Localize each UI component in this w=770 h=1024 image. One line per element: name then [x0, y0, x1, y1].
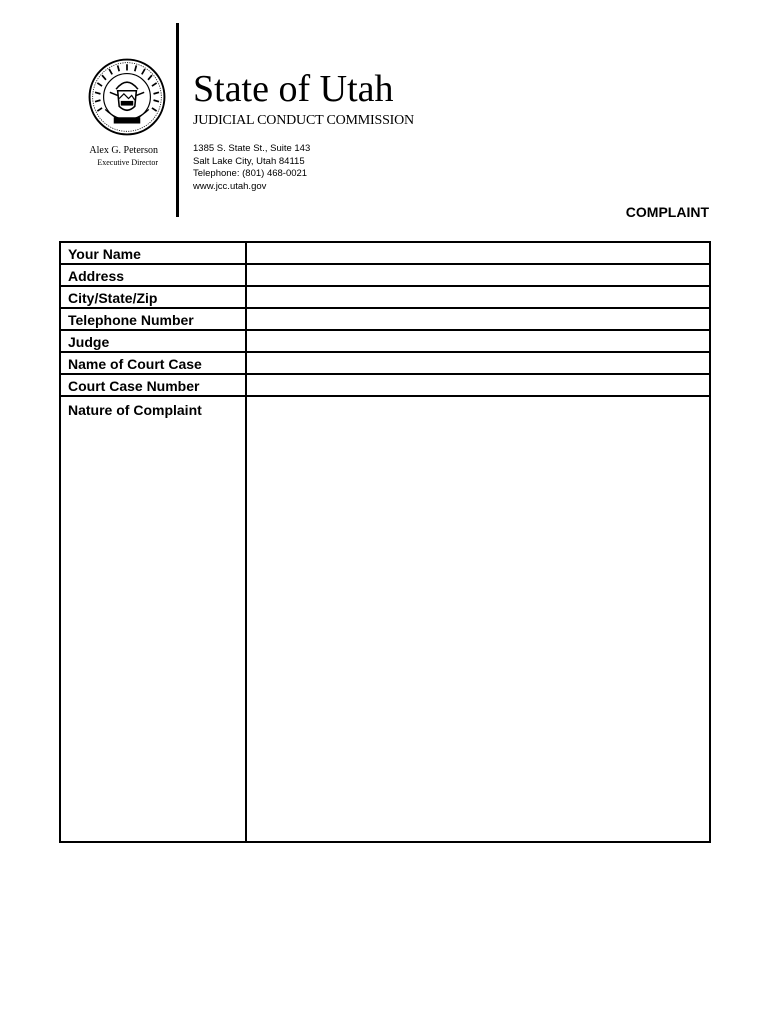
your-name-field[interactable]	[246, 242, 710, 264]
field-label: Name of Court Case	[60, 352, 246, 374]
form-row-telephone-number	[60, 308, 710, 330]
form-row-court-case-number	[60, 374, 710, 396]
form-row-your-name	[60, 242, 710, 264]
address-line-2: Salt Lake City, Utah 84115	[193, 155, 305, 167]
field-label: Judge	[60, 330, 246, 352]
telephone-number-field[interactable]	[246, 308, 710, 330]
form-row-city-state-zip	[60, 286, 710, 308]
court-case-number-field[interactable]	[246, 374, 710, 396]
form-row-address	[60, 264, 710, 286]
director-name: Alex G. Peterson	[89, 145, 158, 156]
form-row-name-of-court-case	[60, 352, 710, 374]
contact-block	[193, 143, 310, 193]
field-label: Telephone Number	[60, 308, 246, 330]
state-seal-icon	[88, 58, 166, 136]
court-case-name-field[interactable]	[246, 352, 710, 374]
state-title: State of Utah	[193, 68, 394, 110]
city-state-zip-field[interactable]	[246, 286, 710, 308]
form-row-judge	[60, 330, 710, 352]
header-divider	[176, 23, 179, 217]
field-label: Court Case Number	[60, 374, 246, 396]
address-line-1: 1385 S. State St., Suite 143	[193, 143, 311, 154]
complaint-form-table	[59, 241, 711, 843]
form-title: COMPLAINT	[625, 204, 709, 220]
telephone: Telephone: (801) 468-0021	[193, 168, 308, 179]
nature-of-complaint-field[interactable]	[246, 396, 710, 842]
form-row-nature-of-complaint	[60, 396, 710, 842]
field-label: Your Name	[60, 242, 246, 264]
address-field[interactable]	[246, 264, 710, 286]
field-label: Address	[60, 264, 246, 286]
field-label: City/State/Zip	[60, 286, 246, 308]
field-label: Nature of Complaint	[60, 396, 246, 842]
judge-field[interactable]	[246, 330, 710, 352]
website-link[interactable]: www.jcc.utah.gov	[193, 180, 267, 192]
commission-name: JUDICIAL CONDUCT COMMISSION	[193, 113, 414, 128]
director-title: Executive Director	[97, 158, 158, 167]
